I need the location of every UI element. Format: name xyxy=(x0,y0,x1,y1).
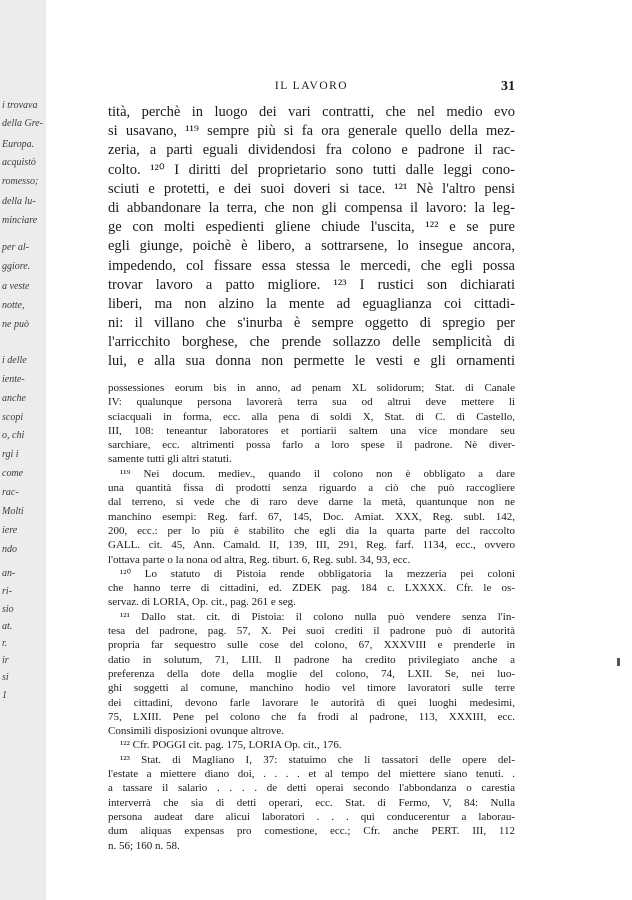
footnote-line: possessiones eorum bis in anno, ad penam XL solidorum; Stat. di Canale xyxy=(108,382,515,394)
margin-fragment: r. xyxy=(2,638,8,649)
margin-fragment: iere xyxy=(2,525,18,536)
margin-fragment: Europa. xyxy=(2,139,35,150)
footnote-line: sarchiare, ecc. altrimenti possa farlo a loro spese il padrone. Nè diver- xyxy=(108,439,515,452)
margin-fragment: Molti xyxy=(2,506,24,517)
footnote-123: ¹²³ Stat. di Magliano I, 37: statuimo che li tassatori delle opere del- xyxy=(120,753,515,766)
footnote-line: IV: qualunque persona lavorerà terra sua od altrui deve mettere li xyxy=(108,396,515,409)
margin-fragment: ri- xyxy=(2,586,12,597)
scan-speck xyxy=(617,658,620,666)
footnote-line: preferenza della dote della moglie del colono, 74, LXII. Se, nei luo- xyxy=(108,667,515,680)
margin-fragment: a veste xyxy=(2,281,30,292)
main-text xyxy=(108,103,515,372)
footnote-line: che hanno terre di cittadini, ed. ZDEK pag. 184 c. LXXXX. Cfr. le os- xyxy=(108,582,515,595)
margin-fragment: come xyxy=(2,468,24,479)
footnote-line: n. 56; 160 n. 58. xyxy=(108,839,180,852)
margin-fragment: at. xyxy=(2,621,13,632)
footnote-line: servaz. di LORIA, Op. cit., pag. 261 e seg. xyxy=(108,596,296,609)
footnotes xyxy=(108,381,515,853)
margin-fragment: i delle xyxy=(2,355,27,366)
footnote-line: ghi soggetti al comune, manchino hodio vel timore lavoratori sulle terre xyxy=(108,682,515,695)
page-number: 31 xyxy=(501,79,515,94)
margin-fragment: rac- xyxy=(2,487,19,498)
footnote-119: ¹¹⁹ Nei docum. mediev., quando il colono non è obbligato a dare xyxy=(120,467,515,480)
text-line: ni: il villano che s'inurba è sempre oggetto di spregio per xyxy=(108,315,515,332)
text-line: liberi, ma non alzino la mente ad eguaglianza coi cittadi- xyxy=(108,295,515,312)
footnote-line: una quantità fissa di prodotti senza riguardo a ciò che può raccogliere xyxy=(108,482,515,495)
footnote-line: dum aliquas expensas pro comestione, ecc.; Cfr. anche PERT. III, 112 xyxy=(108,825,515,838)
footnote-121: ¹²¹ Dallo stat. cit. di Pistoia: il colono nulla può vendere senza l'in- xyxy=(120,610,515,623)
footnote-line: persona audeat dare alicui laboratori . . . qui conducerentur a laborau- xyxy=(108,810,515,823)
margin-fragment: scopi xyxy=(2,412,24,423)
footnote-122: ¹²² Cfr. POGGI cit. pag. 175, LORIA Op. cit., 176. xyxy=(120,739,342,752)
margin-fragment: notte, xyxy=(2,300,25,311)
page-header xyxy=(108,80,515,98)
text-line: lui, e alla sua donna non permette le vesti e gli ornamenti xyxy=(108,353,515,370)
footnote-line: sciacquali in forma, ecc. alla pena di soldi X, Stat. di C. di Castello, xyxy=(108,410,515,423)
margin-fragment: 1 xyxy=(2,690,7,701)
previous-page-margin xyxy=(0,0,46,900)
text-line: tità, perchè in luogo dei vari contratti, che nel medio evo xyxy=(108,104,515,120)
text-line: di abbandonare la terra, che non gli compensa il lavoro: la leg- xyxy=(108,199,515,216)
footnote-line: tesa del padrone, pag. 57, X. Pei suoi crediti il padrone può di autorità xyxy=(108,625,515,638)
text-line: egli giunge, poichè è libero, a sottrarsene, lo insegue ancora, xyxy=(108,238,515,255)
margin-fragment: della lu- xyxy=(2,196,36,207)
margin-fragment: minciare xyxy=(2,215,38,226)
text-line: trovar lavoro a patto migliore. ¹²³ I rustici son dichiarati xyxy=(108,276,515,293)
margin-fragment: o, chi xyxy=(2,430,25,441)
margin-fragment: ne può xyxy=(2,319,29,330)
footnote-line: GALL. cit. 45, Ann. Camald. II, 139, III, 291, Reg. farf. 1134, ecc., ovvero xyxy=(108,539,515,552)
margin-fragment: i trovava xyxy=(2,100,38,111)
margin-fragment: sio xyxy=(2,604,14,615)
text-line: l'arricchito borghese, che prende sollazzo delle semplicità di xyxy=(108,334,515,351)
footnote-line: dei cittadini, devono farle lavorare le autorità di quei luoghi medesimi, xyxy=(108,696,515,709)
margin-fragment: iente- xyxy=(2,374,25,385)
footnote-line: datio in solutum, 71, LIII. Il padrone ha credito privilegiato anche a xyxy=(108,653,515,666)
footnote-120: ¹²⁰ Lo statuto di Pistoia rende obbligatoria la mezzeria pei coloni xyxy=(120,567,515,580)
footnote-line: l'ottava parte o la nona od altra, Reg. tiburt. 6, Reg. subl. 34, 93, ecc. xyxy=(108,553,411,566)
margin-fragment: romesso; xyxy=(2,176,39,187)
text-line: impedendo, col fissare essa stessa le mercedi, che egli possa xyxy=(108,257,515,274)
footnote-line: 75, LXIII. Pene pel colono che fa frodi al padrone, 113, XXXIII, ecc. xyxy=(108,710,515,723)
footnote-line: III, 108: teneantur laboratores et portiarii saltem una vice mondare seu xyxy=(108,424,515,437)
text-line: si usavano, ¹¹⁹ sempre più si fa ora generale quello della mez- xyxy=(108,123,515,140)
footnote-line: propria far sequestro sulle cose del colono, 67, XXXVIII e prenderle in xyxy=(108,639,515,652)
margin-fragment: della Gre- xyxy=(2,118,44,129)
text-line: sciuti e protetti, e dei suoi doveri si tace. ¹²¹ Nè l'altro pensi xyxy=(108,180,515,197)
footnote-line: a tassare il salario . . . . de detti operai secondo l'abbondanza o carestia xyxy=(108,782,515,795)
margin-fragment: ggiore. xyxy=(2,261,31,272)
footnote-line: manchino esempi: Reg. farf. 67, 145, Doc. Amiat. XXX, Reg. subl. 142, xyxy=(108,510,515,523)
margin-fragment: per al- xyxy=(2,242,29,253)
margin-fragment: si xyxy=(2,672,9,683)
footnote-line: Consimili disposizioni ovunque altrove. xyxy=(108,725,284,738)
footnote-line: interverrà che sia di detti operari, ecc. Stat. di Fermo, V, 84: Nulla xyxy=(108,796,515,809)
margin-fragment: ndo xyxy=(2,544,17,555)
footnote-line: dal terreno, si vede che di raro deve darne la metà, quantunque non ne xyxy=(108,496,515,509)
text-line: zeria, a parti eguali dividendosi fra colono e padrone il rac- xyxy=(108,142,515,159)
text-line: ge con molti espedienti gliene chiude l'uscita, ¹²² e se pure xyxy=(108,219,515,236)
margin-fragment: acquistò xyxy=(2,157,36,168)
margin-fragment: anche xyxy=(2,393,26,404)
footnote-line: l'estate a miettere diano doi, . . . . et al tempo del miettere siano tenuti. . xyxy=(108,768,515,781)
running-title: IL LAVORO xyxy=(274,80,349,92)
footnote-line: 200, ecc.: per lo più è stabilito che egli dia la quarta parte del raccolto xyxy=(108,524,515,537)
margin-fragment: an- xyxy=(2,568,16,579)
footnote-line: samente tutti gli altri statuti. xyxy=(108,453,232,466)
margin-fragment: rgi i xyxy=(2,449,19,460)
margin-fragment: ir xyxy=(2,655,9,666)
text-line: colto. ¹²⁰ I diritti del proprietario sono tutti dalle leggi cono- xyxy=(108,161,515,178)
